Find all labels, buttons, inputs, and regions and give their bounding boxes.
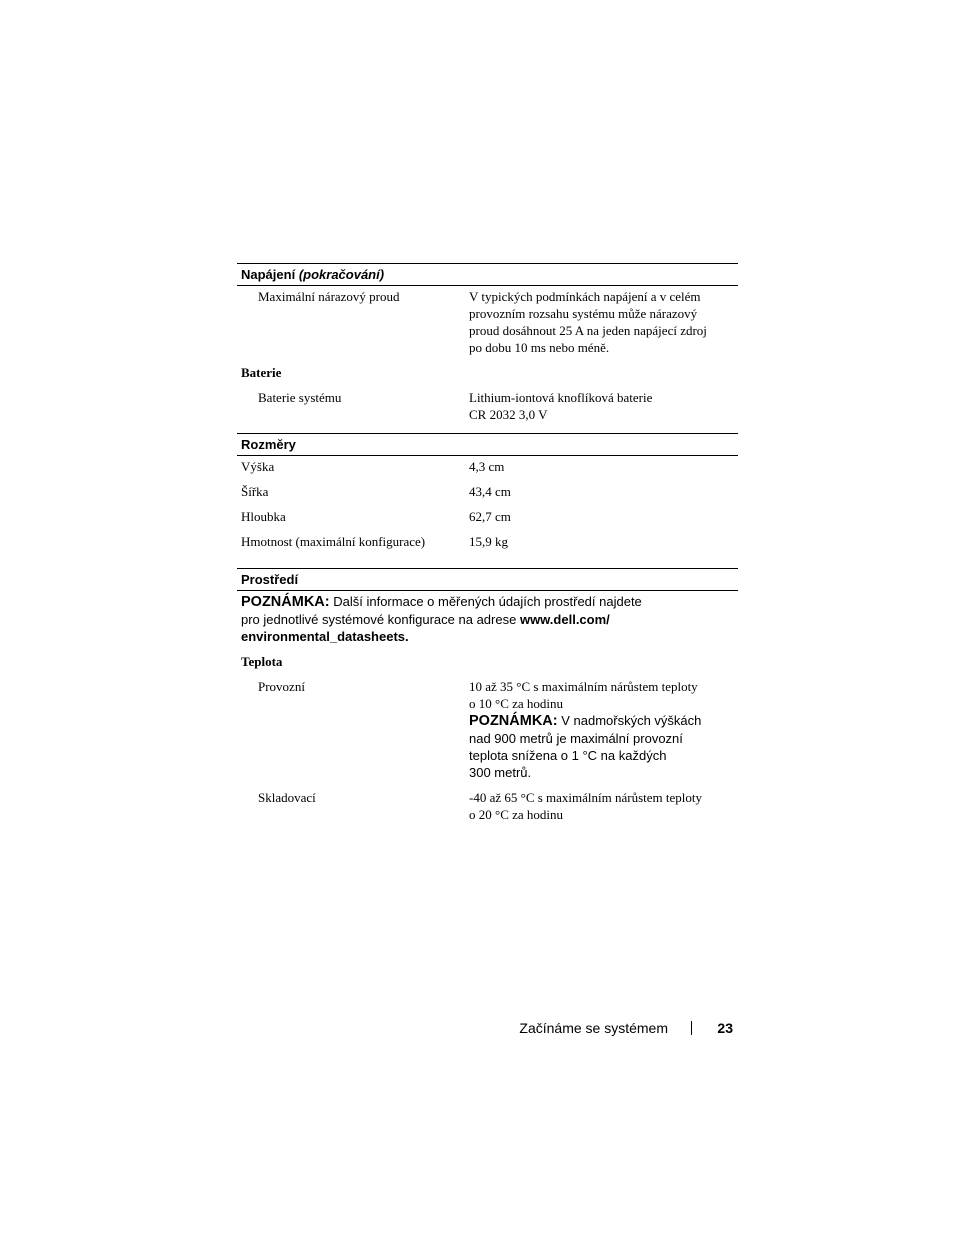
spec-value	[469, 678, 738, 781]
note-text: Další informace o měřených údajích prostředí najdete	[333, 594, 642, 609]
footer-divider	[691, 1021, 692, 1035]
spec-value: 62,7 cm	[469, 509, 511, 524]
value-line: 10 až 35 °C s maximálním nárůstem teploty	[469, 679, 698, 694]
spec-label: Baterie systému	[258, 390, 342, 405]
note-link[interactable]: environmental_datasheets.	[241, 629, 409, 644]
environment-note	[237, 593, 738, 645]
note-title: POZNÁMKA:	[241, 594, 330, 610]
spec-row-depth	[237, 508, 738, 525]
note-link[interactable]: www.dell.com/	[519, 612, 610, 627]
power-heading-continued: (pokračování)	[298, 267, 385, 282]
footer-title: Začínáme se systémem	[519, 1020, 668, 1036]
note-text: teplota snížena o 1 °C na každých	[469, 748, 667, 763]
spec-label: Maximální nárazový proud	[258, 289, 400, 304]
subheading-temperature: Teplota	[241, 654, 283, 669]
spec-label: Hloubka	[241, 509, 286, 524]
spec-row-height	[237, 458, 738, 475]
spec-value	[469, 389, 738, 423]
note-text: V nadmořských výškách	[561, 713, 702, 728]
note-title: POZNÁMKA:	[469, 713, 558, 729]
spec-table	[237, 263, 738, 823]
operating-note	[469, 712, 728, 781]
spec-label: Výška	[241, 459, 275, 474]
spec-row-storage	[237, 789, 738, 823]
section-heading-environment: Prostředí	[237, 568, 738, 591]
spec-value	[469, 288, 738, 356]
note-text: nad 900 metrů je maximální provozní	[469, 731, 683, 746]
value-line: Lithium-iontová knoflíková baterie	[469, 390, 653, 405]
spec-row-inrush	[237, 288, 738, 356]
spec-value: 15,9 kg	[469, 534, 508, 549]
spec-value: 43,4 cm	[469, 484, 511, 499]
value-line: proud dosáhnout 25 A na jeden napájecí zdroj	[469, 323, 707, 338]
spec-row-battery	[237, 389, 738, 423]
note-text: 300 metrů.	[469, 765, 532, 780]
note-text: pro jednotlivé systémové konfigurace na adrese	[241, 612, 517, 627]
spec-label: Šířka	[241, 484, 269, 499]
spec-value: 4,3 cm	[469, 459, 505, 474]
spec-label: Skladovací	[258, 790, 316, 805]
power-heading-text: Napájení	[241, 267, 296, 282]
value-line: o 10 °C za hodinu	[469, 696, 564, 711]
section-heading-power	[237, 263, 738, 286]
spec-row-width	[237, 483, 738, 500]
spec-label: Hmotnost (maximální konfigurace)	[241, 534, 426, 549]
spec-value	[469, 789, 738, 823]
spec-row-weight	[237, 533, 738, 550]
spec-row-operating	[237, 678, 738, 781]
page-number: 23	[717, 1020, 733, 1036]
value-line: o 20 °C za hodinu	[469, 807, 564, 822]
spec-label: Provozní	[258, 679, 305, 694]
value-line: CR 2032 3,0 V	[469, 407, 548, 422]
value-line: po dobu 10 ms nebo méně.	[469, 340, 610, 355]
section-heading-dimensions: Rozměry	[237, 433, 738, 456]
value-line: V typických podmínkách napájení a v celém	[469, 289, 701, 304]
value-line: -40 až 65 °C s maximálním nárůstem teploty	[469, 790, 703, 805]
value-line: provozním rozsahu systému může nárazový	[469, 306, 698, 321]
subheading-battery: Baterie	[241, 365, 282, 380]
